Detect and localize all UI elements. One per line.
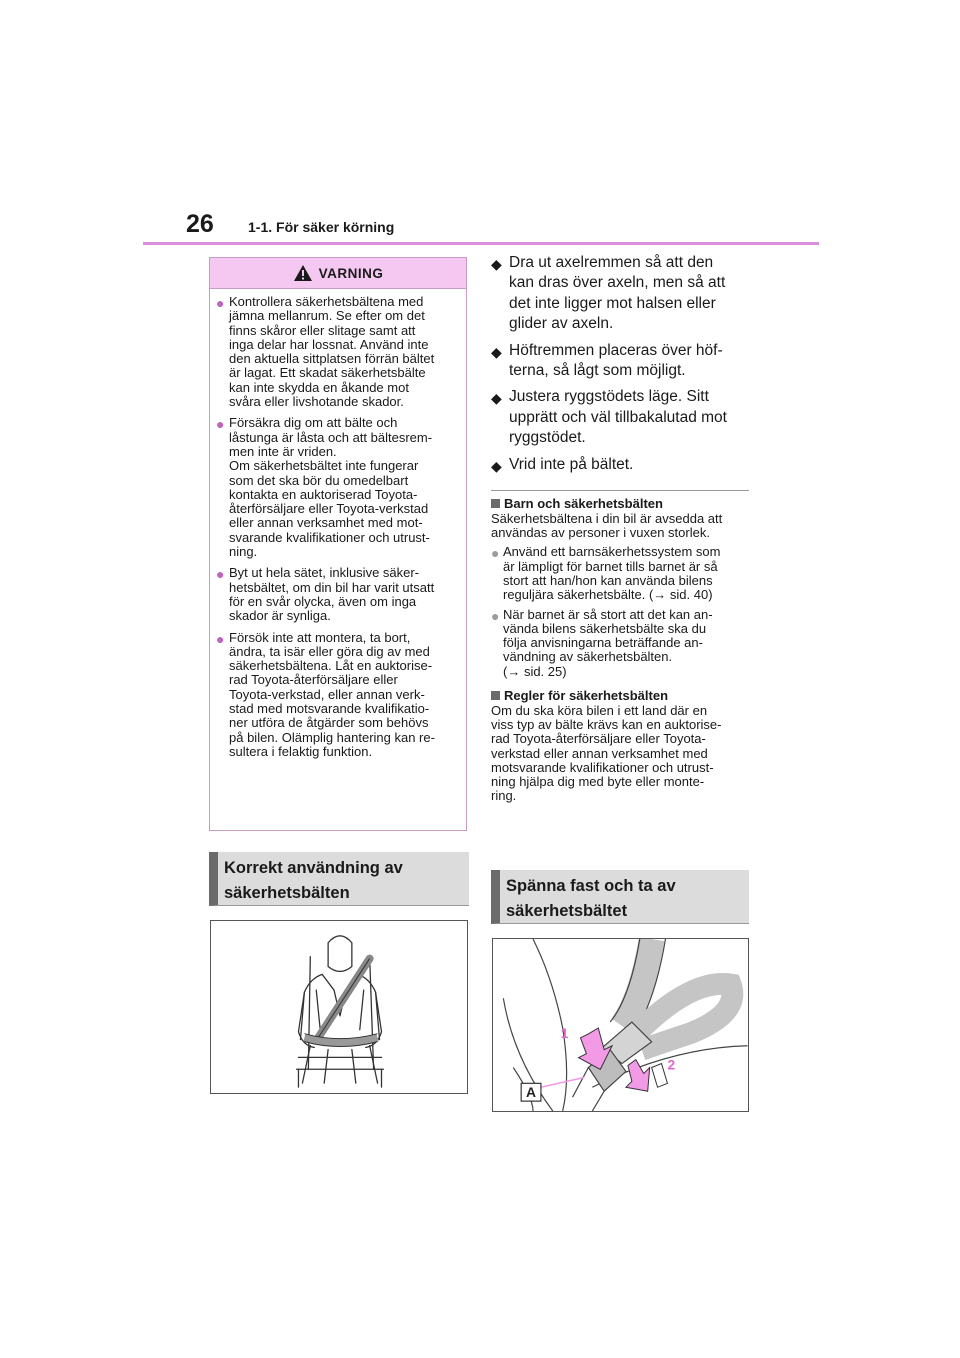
list-item-text: Höftremmen placeras över höf- terna, så lågt som möjligt. [509, 341, 723, 380]
heading-correct-use [209, 852, 469, 906]
page-number: 26 [186, 210, 214, 238]
label-a: A [526, 1084, 537, 1101]
bullet-dot-icon: ● [491, 545, 500, 562]
bullet-dot-icon: ● [216, 630, 225, 647]
bullet-dot-icon: ● [491, 607, 500, 624]
seated-person-drawing [211, 921, 467, 1093]
children-item [491, 545, 753, 602]
warning-item-text: Kontrollera säkerhetsbältena med jämna mellanrum. Se efter om det finns skåror eller slitage samt att inga delar har lossnat. Använd inte den aktuella sittplatsen förrän bältet är lagat. Ett skadat säkerhetsbälte kan inte skydda en åkande mot svåra eller livshotande skador. [229, 294, 435, 410]
warning-item-text: Försök inte att montera, ta bort, ändra, ta isär eller göra dig av med säkerhetsbältena. Låt en auktorise- rad Toyota-återförsäljare eller Toyota-verkstad, eller annan verk- stad med motsvarande kvalifikatio- ner utföra de åtgärder som behövs på bilen. Olämplig hantering kan re- sultera i felaktig funktion. [229, 629, 435, 759]
warning-header [210, 258, 466, 289]
rules-text: Om du ska köra bilen i ett land där en viss typ av bälte krävs kan en auktorise- rad Toyota-återförsäljare eller Toyota- verkstad eller annan verksamhet med motsvarande kvalifikationer och utrust- ning hjälpa dig med byte eller monte- ring. [491, 703, 722, 804]
header-rule [143, 242, 819, 245]
warning-item [216, 566, 458, 623]
right-column-list [491, 253, 751, 482]
heading-fasten-belt-text: Spänna fast och ta av säkerhetsbältet [506, 877, 676, 920]
diamond-bullet-icon: ◆ [491, 343, 502, 360]
label-1: 1 [560, 1024, 569, 1041]
warning-item-text: Försäkra dig om att bälte och låstunga är låsta och att bältesrem- men inte är vriden. Om säkerhetsbältet inte fungerar som det ska bör du omedelbart kontakta en auktoriserad Toyota- återförsäljare eller Toyota-verkstad eller annan verksamhet med mot- svarande kvalifikationer och utrust- ning. [229, 415, 433, 560]
warning-box [209, 257, 467, 831]
list-item-text: Justera ryggstödets läge. Sitt upprätt och väl tillbakalutad mot ryggstödet. [509, 388, 727, 447]
warning-triangle-icon [293, 264, 313, 282]
warning-list [210, 289, 466, 759]
list-item [491, 341, 751, 382]
children-intro: Säkerhetsbältena i din bil är avsedda att användas av personer i vuxen storlek. [491, 511, 723, 541]
separator-rule [491, 490, 749, 491]
children-heading [491, 496, 753, 511]
warning-title: VARNING [318, 265, 384, 281]
square-bullet-icon [491, 691, 500, 700]
heading-correct-use-text: Korrekt användning av säkerhetsbälten [224, 859, 403, 902]
warning-item [216, 295, 458, 409]
list-item [491, 455, 751, 476]
bullet-dot-icon: ● [216, 566, 225, 583]
children-heading-text: Barn och säkerhetsbälten [504, 496, 663, 511]
warning-item-text: Byt ut hela sätet, inklusive säker- hetsbältet, om din bil har varit utsatt för en svår olycka, även om inga skador är synliga. [229, 565, 435, 624]
children-item-text: Använd ett barnsäkerhetssystem som är lämpligt för barnet tills barnet är så stort att han/hon kan använda bilens reguljära säkerhetsbälte. (→ sid. 40) [503, 544, 721, 603]
info-block [491, 494, 753, 804]
heading-fasten-belt [491, 870, 749, 924]
bullet-dot-icon: ● [216, 416, 225, 433]
children-item-text: När barnet är så stort att det kan an- vända bilens säkerhetsbälte ska du följa anvisningarna beträffande an- vändning av säkerhetsbälten. (→ sid. 25) [503, 606, 713, 679]
rules-heading-text: Regler för säkerhetsbälten [504, 688, 669, 704]
buckle-drawing [493, 939, 748, 1111]
warning-item [216, 631, 458, 760]
square-bullet-icon [491, 499, 500, 508]
diamond-bullet-icon: ◆ [491, 256, 502, 272]
list-item-text: Vrid inte på bältet. [509, 455, 634, 473]
warning-item [216, 416, 458, 559]
list-item-text: Dra ut axelremmen så att den kan dras över axeln, men så att det inte ligger mot halsen eller glider av axeln. [509, 254, 726, 333]
section-header: 1-1. För säker körning [248, 219, 395, 235]
list-item [491, 387, 751, 448]
children-item [491, 608, 753, 679]
illustration-seated-person [210, 920, 468, 1094]
diamond-bullet-icon: ◆ [491, 457, 502, 474]
diamond-bullet-icon: ◆ [491, 390, 502, 407]
bullet-dot-icon: ● [216, 295, 225, 311]
list-item [491, 253, 751, 335]
rules-heading [491, 688, 753, 703]
illustration-buckle [492, 938, 749, 1112]
label-2: 2 [667, 1056, 676, 1073]
